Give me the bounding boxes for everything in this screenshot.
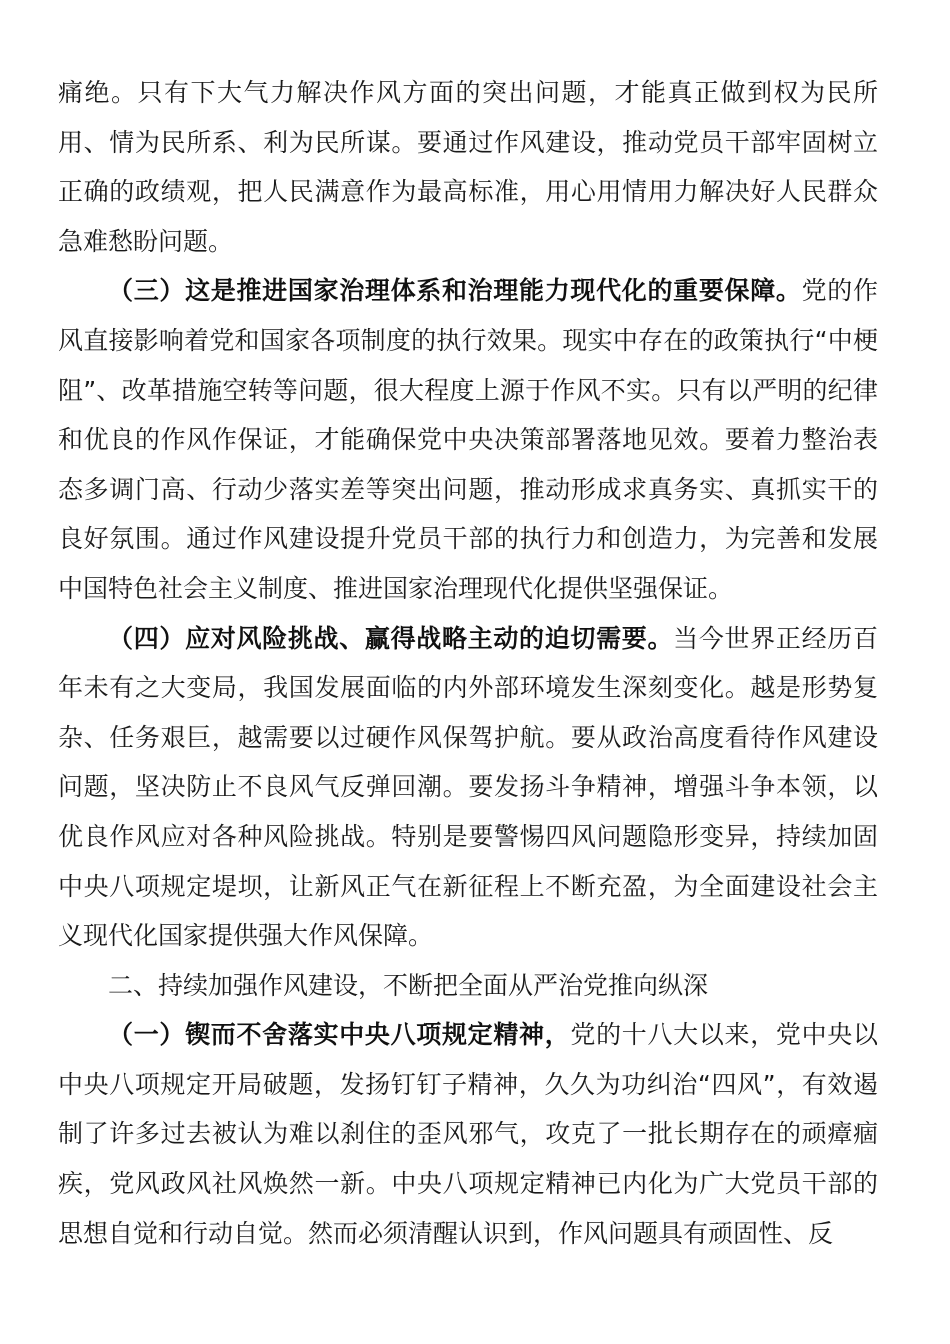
- paragraph-section-two-point-one: [58, 1010, 878, 1258]
- paragraph-lead-heading: （三）这是推进国家治理体系和治理能力现代化的重要保障。: [108, 276, 802, 306]
- paragraph-text: 当今世界正经历百年未有之大变局，我国发展面临的内外部环境发生深刻变化。越是形势复杂、任务艰巨，越需要以过硬作风保驾护航。要从政治高度看待作风建设问题，坚决防止不良风气反弹回潮。要发扬斗争精神，增强斗争本领，以优良作风应对各种风险挑战。特别是要警惕四风问题隐形变异，持续加固中央八项规定堤坝，让新风正气在新征程上不断充盈，为全面建设社会主义现代化国家提供强大作风保障。: [58, 623, 878, 951]
- paragraph-point-four: [58, 614, 878, 961]
- document-body: [58, 68, 878, 1258]
- paragraph-point-three: [58, 266, 878, 613]
- paragraph-lead-heading: （四）应对风险挑战、赢得战略主动的迫切需要。: [108, 623, 674, 653]
- paragraph-text: 痛绝。只有下大气力解决作风方面的突出问题，才能真正做到权为民所用、情为民所系、利为民所谋。要通过作风建设，推动党员干部牢固树立正确的政绩观，把人民满意作为最高标准，用心用情用力解决好人民群众急难愁盼问题。: [58, 78, 878, 256]
- paragraph-text: 党的十八大以来，党中央以中央八项规定开局破题，发扬钉钉子精神，久久为功纠治“四风”，有效遏制了许多过去被认为难以刹住的歪风邪气，攻克了一批长期存在的顽瘴痼疾，党风政风社风焕然一新。中央八项规定精神已内化为广大党员干部的思想自觉和行动自觉。然而必须清醒认识到，作风问题具有顽固性、反: [58, 1020, 878, 1248]
- paragraph-text: 党的作风直接影响着党和国家各项制度的执行效果。现实中存在的政策执行“中梗阻”、改革措施空转等问题，很大程度上源于作风不实。只有以严明的纪律和优良的作风作保证，才能确保党中央决策部署落地见效。要着力整治表态多调门高、行动少落实差等突出问题，推动形成求真务实、真抓实干的良好氛围。通过作风建设提升党员干部的执行力和创造力，为完善和发展中国特色社会主义制度、推进国家治理现代化提供坚强保证。: [58, 276, 878, 603]
- section-heading: 二、持续加强作风建设，不断把全面从严治党推向纵深: [108, 970, 709, 1000]
- paragraph-lead-heading: （一）锲而不舍落实中央八项规定精神，: [108, 1020, 571, 1050]
- paragraph-continuation: [58, 68, 878, 266]
